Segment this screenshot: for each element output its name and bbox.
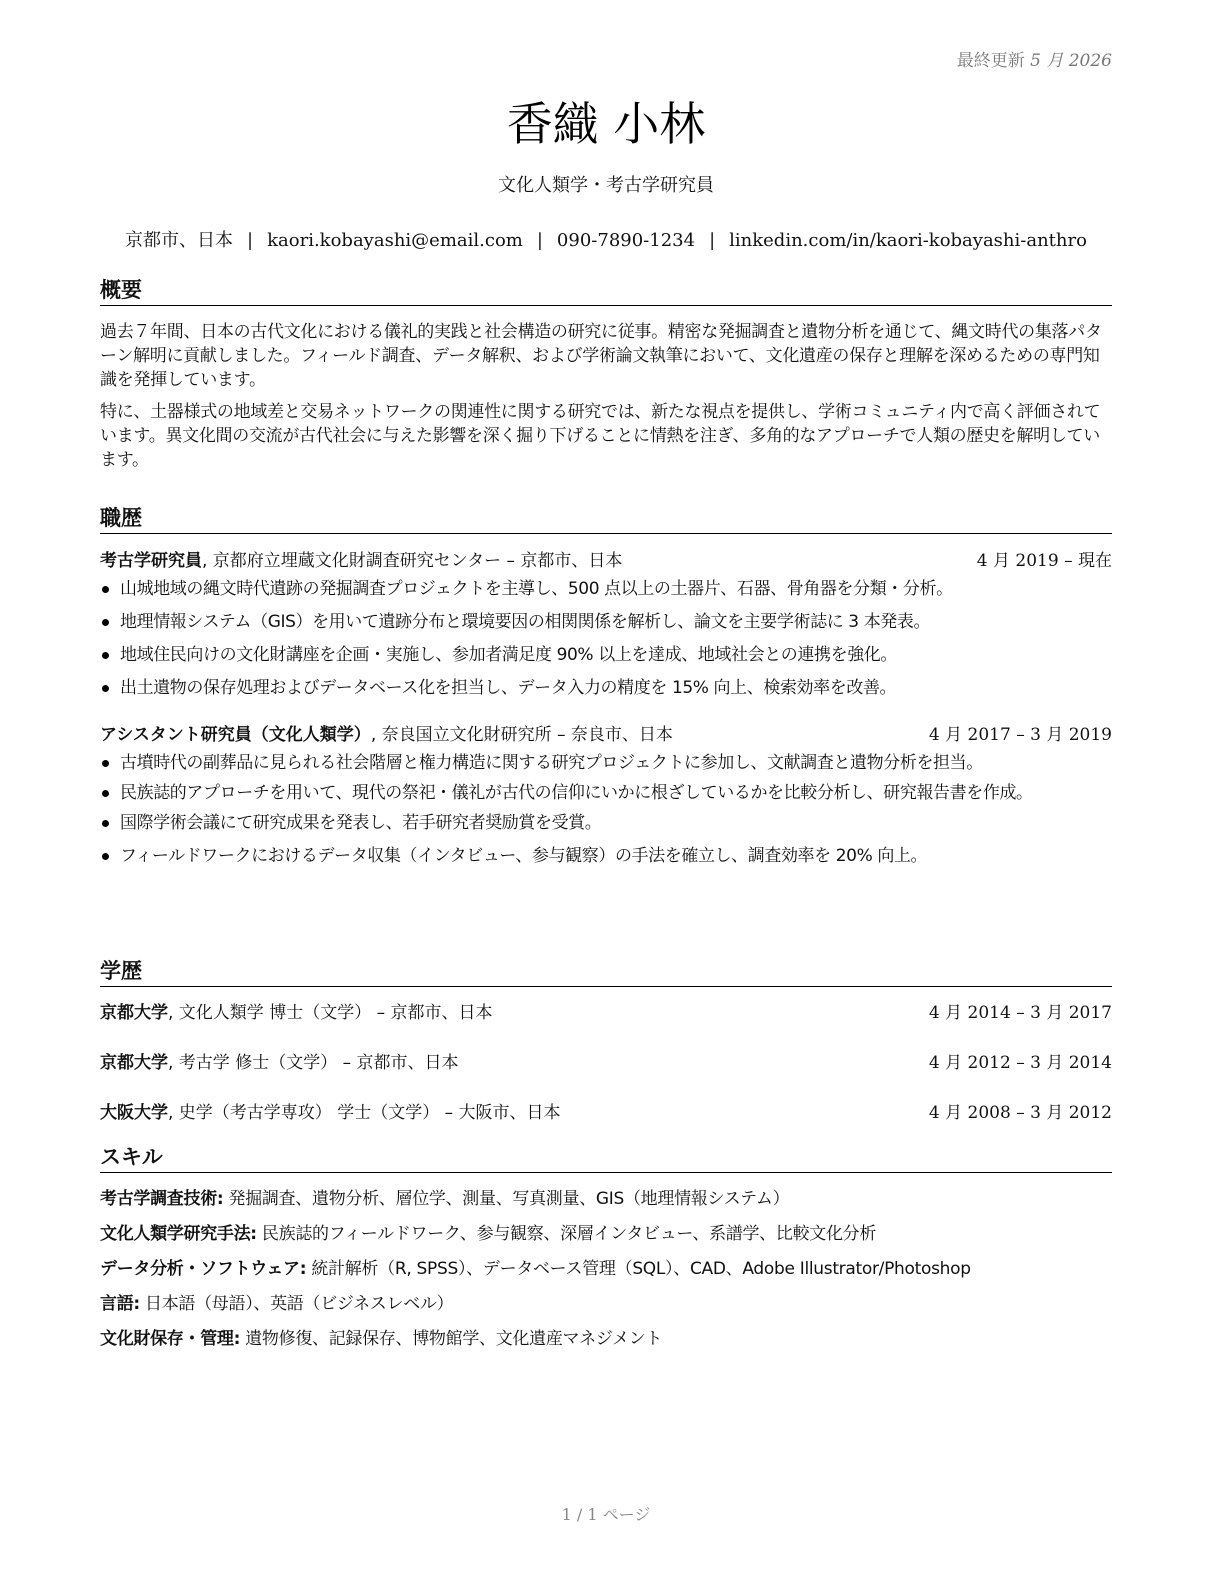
education-date: 4 月 2014 – 3 月 2017	[928, 1003, 1112, 1023]
skill-row	[100, 1291, 1112, 1317]
summary-section	[100, 277, 1112, 472]
job-bullets	[100, 750, 1112, 869]
section-heading: 学歴	[100, 958, 1112, 987]
list-item: 出土遺物の保存処理およびデータベース化を担当し、データ入力の精度を 15% 向上、検索効率を改善。	[100, 675, 1112, 701]
job-entry	[100, 722, 1112, 869]
contact-phone[interactable]: 090-7890-1234	[556, 230, 696, 251]
job-bullets	[100, 576, 1112, 701]
job-date: 4 月 2017 – 3 月 2019	[928, 725, 1112, 745]
candidate-name: 香織 小林	[506, 97, 706, 151]
skill-value: 統計解析（R, SPSS）、データベース管理（SQL）、CAD、Adobe Illustrator/Photoshop	[306, 1259, 971, 1279]
job-org: , 奈良国立文化財研究所 – 奈良市、日本	[370, 725, 673, 745]
contact-email[interactable]: kaori.kobayashi@email.com	[267, 230, 523, 251]
degree-detail: , 史学（考古学専攻） 学士（文学） – 大阪市、日本	[168, 1103, 561, 1123]
list-item: 古墳時代の副葬品に見られる社会階層と権力構造に関する研究プロジェクトに参加し、文献調査と遺物分析を担当。	[100, 750, 1112, 776]
job-org: , 京都府立埋蔵文化財調査研究センター – 京都市、日本	[202, 551, 623, 571]
list-item: フィールドワークにおけるデータ収集（インタビュー、参与観察）の手法を確立し、調査効率を 20% 向上。	[100, 843, 1112, 869]
candidate-title: 文化人類学・考古学研究員	[498, 175, 714, 196]
education-entry	[100, 1100, 1112, 1126]
resume-page	[100, 0, 1112, 1584]
education-date: 4 月 2012 – 3 月 2014	[928, 1053, 1112, 1073]
degree-detail: , 考古学 修士（文学） – 京都市、日本	[168, 1053, 459, 1073]
skill-label: データ分析・ソフトウェア:	[100, 1259, 307, 1279]
job-entry	[100, 548, 1112, 701]
job-role: アシスタント研究員（文化人類学）	[100, 725, 371, 745]
list-item: 地理情報システム（GIS）を用いて遺跡分布と環境要因の相関関係を解析し、論文を主要学術誌に 3 本発表。	[100, 609, 1112, 635]
job-header	[100, 548, 1112, 574]
job-header	[100, 722, 1112, 748]
skill-row	[100, 1326, 1112, 1352]
list-item: 地域住民向けの文化財講座を企画・実施し、参加者満足度 90% 以上を達成、地域社会との連携を強化。	[100, 642, 1112, 668]
skill-row	[100, 1221, 1112, 1247]
school-name: 京都大学	[100, 1003, 168, 1023]
skill-value: 民族誌的フィールドワーク、参与観察、深層インタビュー、系譜学、比較文化分析	[256, 1224, 877, 1244]
job-date: 4 月 2019 – 現在	[976, 551, 1112, 571]
contact-separator: |	[536, 230, 543, 251]
skill-value: 発掘調査、遺物分析、層位学、測量、写真測量、GIS（地理情報システム）	[223, 1189, 790, 1209]
contact-location: 京都市、日本	[125, 230, 234, 251]
skill-label: 文化人類学研究手法:	[100, 1224, 257, 1244]
section-heading: 職歴	[100, 505, 1112, 534]
degree-detail: , 文化人類学 博士（文学） – 京都市、日本	[168, 1003, 493, 1023]
section-heading: スキル	[100, 1144, 1112, 1173]
skill-row	[100, 1186, 1112, 1212]
section-heading: 概要	[100, 277, 1112, 306]
school-name: 京都大学	[100, 1053, 168, 1073]
page-number: 1 / 1 ページ	[561, 1505, 651, 1524]
job-role: 考古学研究員	[100, 551, 202, 571]
education-entry	[100, 1050, 1112, 1076]
skill-row	[100, 1256, 1112, 1282]
education-section	[100, 958, 1112, 1126]
list-item: 山城地域の縄文時代遺跡の発掘調査プロジェクトを主導し、500 点以上の土器片、石器、骨角器を分類・分析。	[100, 576, 1112, 602]
experience-section	[100, 505, 1112, 869]
skill-label: 考古学調査技術:	[100, 1189, 224, 1209]
contact-separator: |	[709, 230, 716, 251]
skills-section	[100, 1144, 1112, 1352]
school-name: 大阪大学	[100, 1103, 168, 1123]
education-date: 4 月 2008 – 3 月 2012	[928, 1103, 1112, 1123]
last-updated: 最終更新 5 月 2026	[956, 51, 1112, 71]
summary-paragraph: 特に、土器様式の地域差と交易ネットワークの関連性に関する研究では、新たな視点を提供し、学術コミュニティ内で高く評価されています。異文化間の交流が古代社会に与えた影響を深く掘り下げることに情熱を注ぎ、多角的なアプローチで人類の歴史を解明しています。	[100, 402, 1101, 470]
skill-label: 言語:	[100, 1294, 140, 1314]
contact-linkedin[interactable]: linkedin.com/in/kaori-kobayashi-anthro	[729, 230, 1087, 251]
summary-paragraph: 過去７年間、日本の古代文化における儀礼的実践と社会構造の研究に従事。精密な発掘調査と遺物分析を通じて、縄文時代の集落パターン解明に貢献しました。フィールド調査、データ解釈、および学術論文執筆において、文化遺産の保存と理解を深めるための専門知識を発揮しています。	[100, 322, 1102, 390]
education-entry	[100, 1000, 1112, 1026]
list-item: 国際学術会議にて研究成果を発表し、若手研究者奨励賞を受賞。	[100, 810, 1112, 836]
list-item: 民族誌的アプローチを用いて、現代の祭祀・儀礼が古代の信仰にいかに根ざしているかを比較分析し、研究報告書を作成。	[100, 780, 1112, 806]
skill-value: 日本語（母語）、英語（ビジネスレベル）	[139, 1294, 454, 1314]
contact-line	[100, 226, 1112, 252]
skill-value: 遺物修復、記録保存、博物館学、文化遺産マネジメント	[240, 1329, 663, 1349]
skill-label: 文化財保存・管理:	[100, 1329, 241, 1349]
contact-separator: |	[247, 230, 254, 251]
